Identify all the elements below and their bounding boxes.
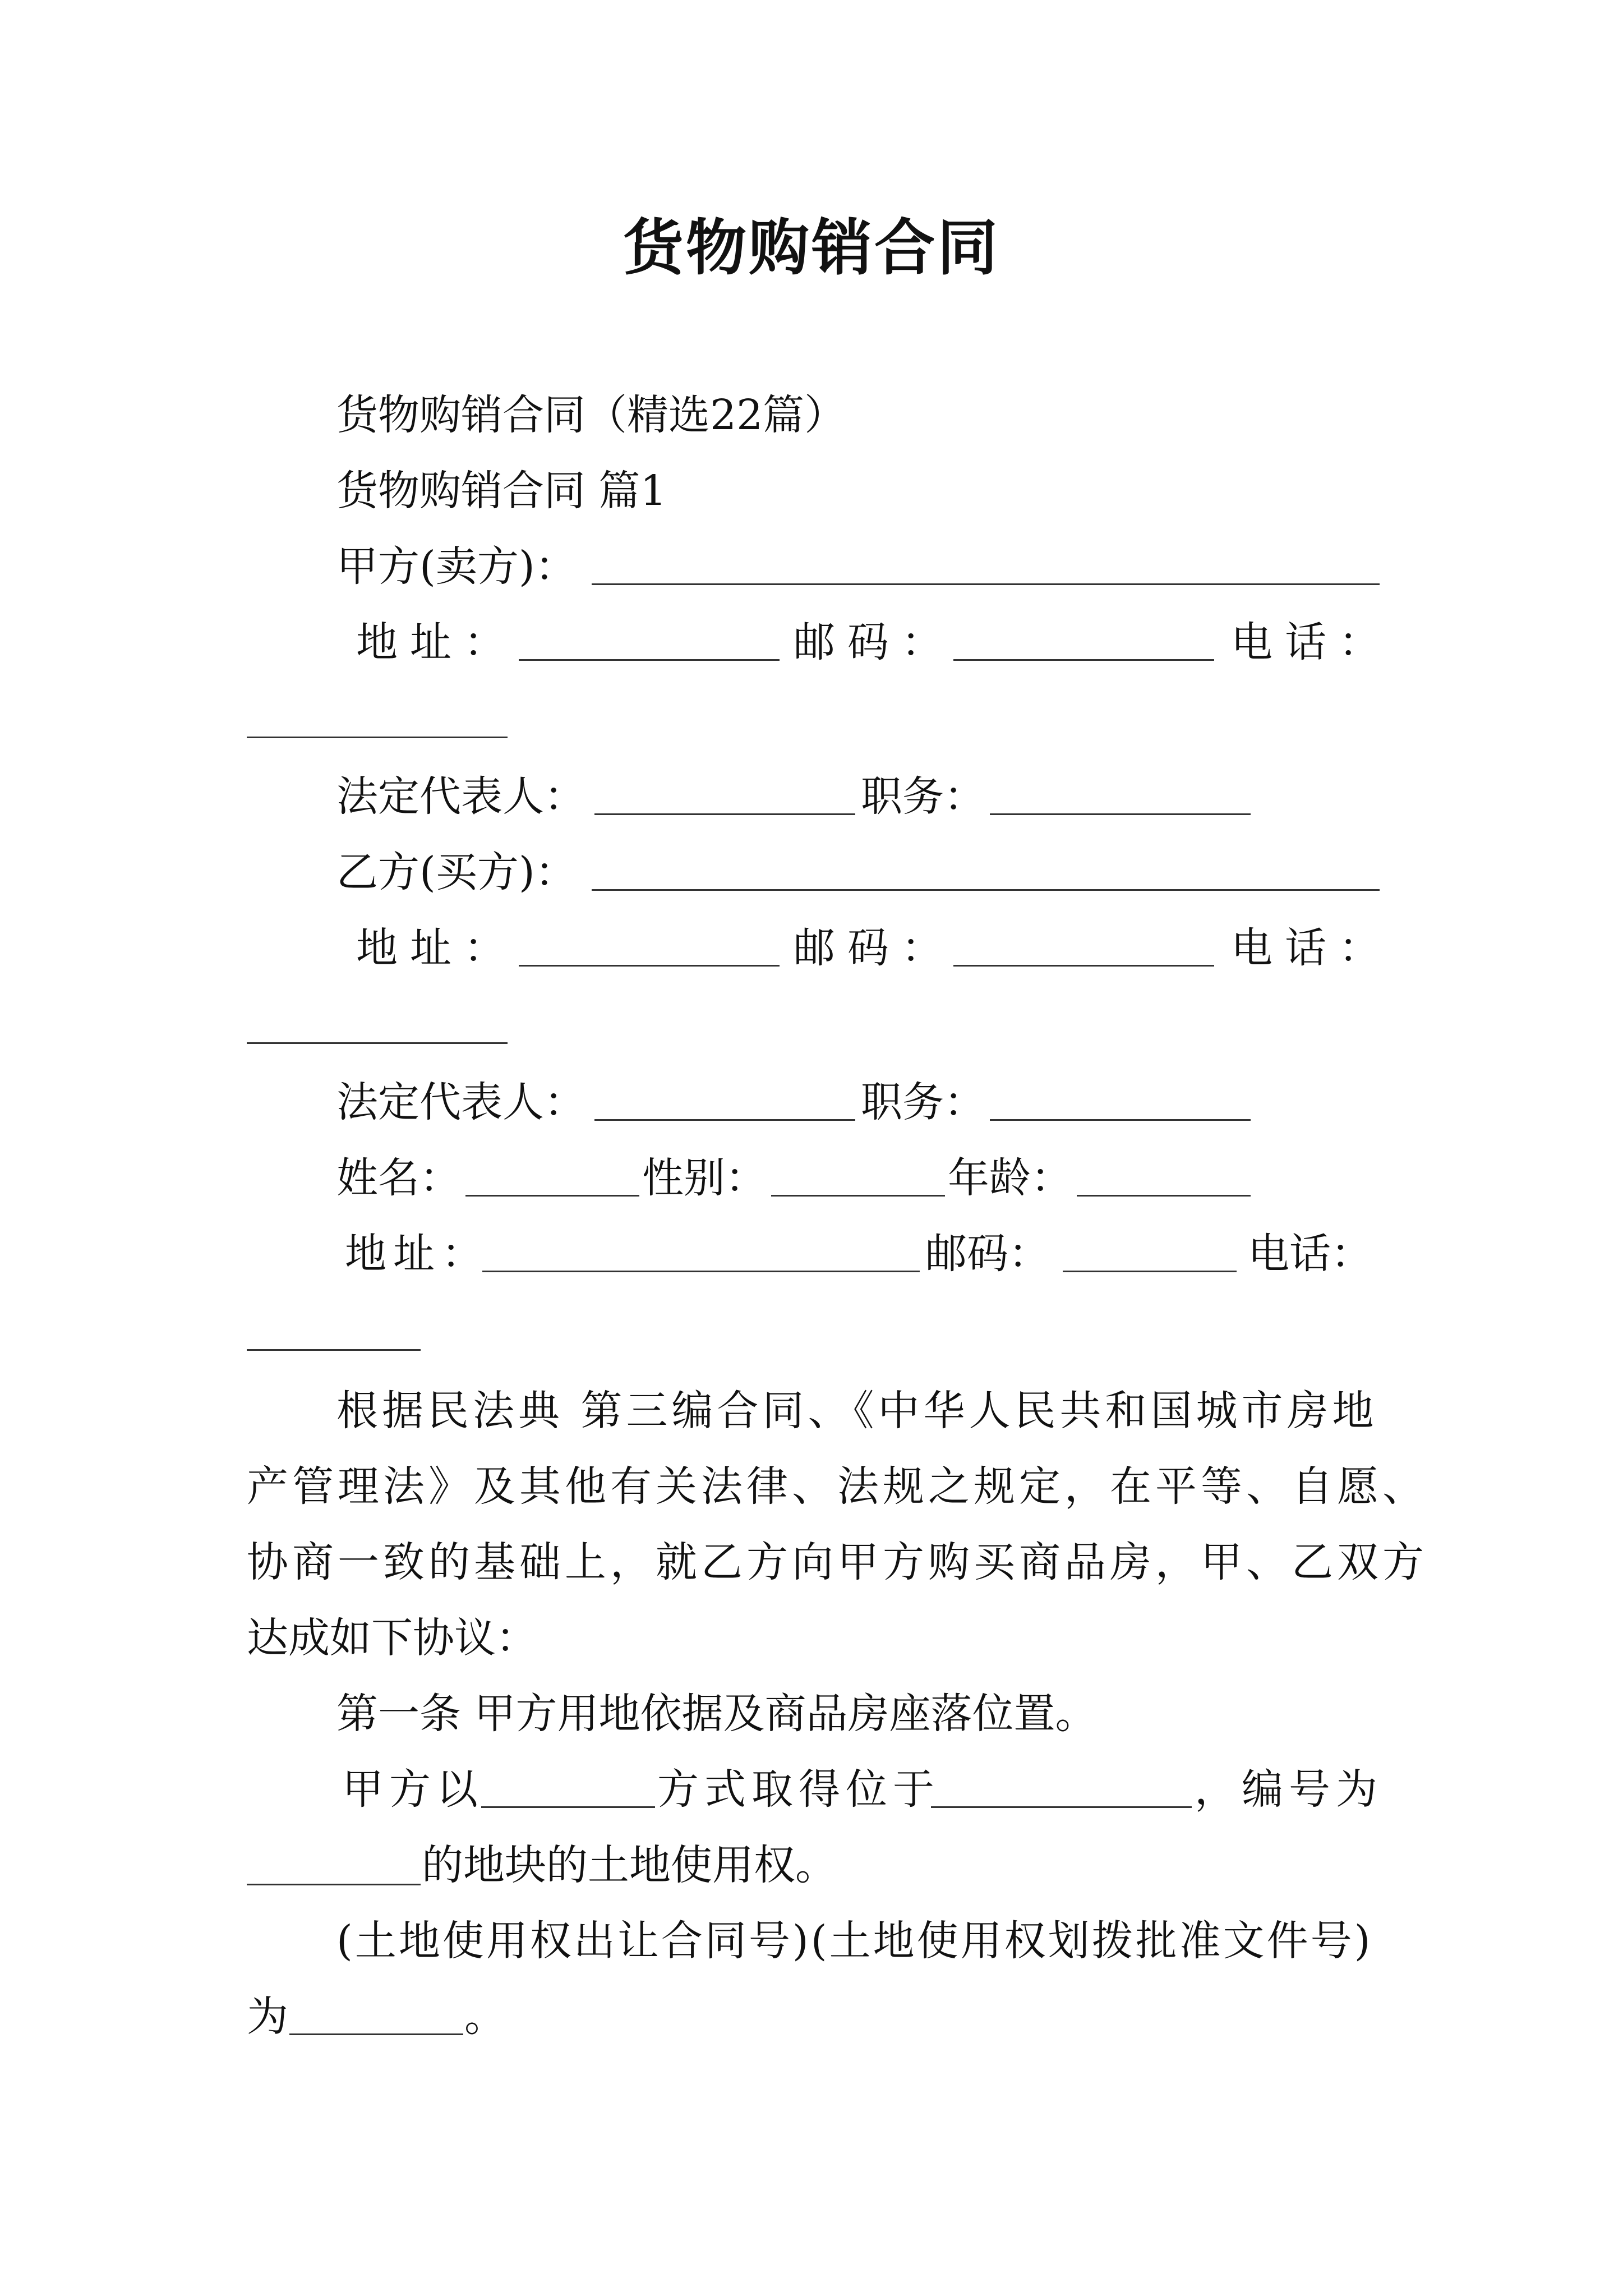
section-heading: 货物购销合同 篇1 (336, 467, 667, 515)
party-b-address-label: 地址： (356, 924, 518, 972)
article-text: 。 (464, 1993, 506, 2041)
gender-field[interactable] (771, 1195, 945, 1197)
paragraph-line: 根据民法典 第三编合同、《中华人民共和国城市房地 (336, 1387, 1378, 1435)
party-a-address-field[interactable] (519, 659, 780, 661)
person-zip-field[interactable] (1063, 1271, 1237, 1272)
article-heading: 第一条 甲方用地依据及商品房座落位置。 (336, 1690, 1097, 1738)
name-field[interactable] (465, 1195, 639, 1197)
person-address-field[interactable] (482, 1271, 920, 1272)
gender-label: 性别： (642, 1154, 767, 1202)
party-b-zip-label: 邮码： (794, 924, 955, 972)
party-a-phone-field[interactable] (247, 737, 508, 738)
party-b-duty-field[interactable] (990, 1119, 1251, 1121)
party-b-name-field[interactable] (592, 889, 1380, 891)
paragraph-line: 达成如下协议： (247, 1614, 537, 1662)
paragraph-line: 协商一致的基础上，就乙方向甲方购买商品房，甲、乙双方 (247, 1538, 1428, 1586)
subtitle: 货物购销合同（精选22篇） (336, 391, 846, 439)
party-a-label: 甲方(卖方)： (336, 542, 577, 591)
person-phone-field[interactable] (247, 1349, 421, 1351)
location-field[interactable] (931, 1806, 1192, 1808)
party-b-duty-label: 职务： (861, 1078, 985, 1126)
acquisition-method-field[interactable] (481, 1806, 655, 1808)
article-text: (土地使用权出让合同号)(土地使用权划拨批准文件号) (336, 1917, 1373, 1965)
party-b-phone-label: 电话： (1231, 924, 1393, 972)
party-a-rep-field[interactable] (594, 813, 855, 815)
party-a-duty-label: 职务： (861, 772, 985, 821)
contract-number-field[interactable] (289, 2033, 463, 2035)
article-text: 甲方以 (342, 1765, 483, 1814)
paragraph-line: 产管理法》及其他有关法律、法规之规定，在平等、自愿、 (247, 1462, 1428, 1511)
article-text: ，编号为 (1195, 1765, 1383, 1814)
party-a-phone-label: 电话： (1231, 618, 1393, 666)
article-text: 方式取得位于 (657, 1765, 940, 1814)
party-b-rep-label: 法定代表人： (336, 1078, 585, 1126)
person-address-label: 地址： (345, 1230, 490, 1278)
age-field[interactable] (1077, 1195, 1251, 1197)
age-label: 年龄： (948, 1154, 1072, 1202)
name-label: 姓名： (336, 1154, 461, 1202)
party-a-name-field[interactable] (592, 583, 1380, 585)
party-a-duty-field[interactable] (990, 813, 1251, 815)
article-text: 的地块的土地使用权。 (422, 1841, 837, 1889)
plot-number-field[interactable] (247, 1884, 421, 1885)
person-zip-label: 邮码： (925, 1230, 1050, 1278)
party-a-address-label: 地址： (356, 618, 518, 666)
party-a-zip-field[interactable] (953, 659, 1214, 661)
party-b-address-field[interactable] (519, 965, 780, 967)
party-a-zip-label: 邮码： (794, 618, 955, 666)
document-title: 货物购销合同 (623, 213, 1000, 283)
party-b-zip-field[interactable] (953, 965, 1214, 967)
person-phone-label: 电话： (1248, 1230, 1372, 1278)
party-b-phone-field[interactable] (247, 1042, 508, 1044)
party-a-rep-label: 法定代表人： (336, 772, 585, 821)
article-text: 为 (247, 1993, 288, 2041)
party-b-label: 乙方(买方)： (336, 848, 577, 896)
party-b-rep-field[interactable] (594, 1119, 855, 1121)
